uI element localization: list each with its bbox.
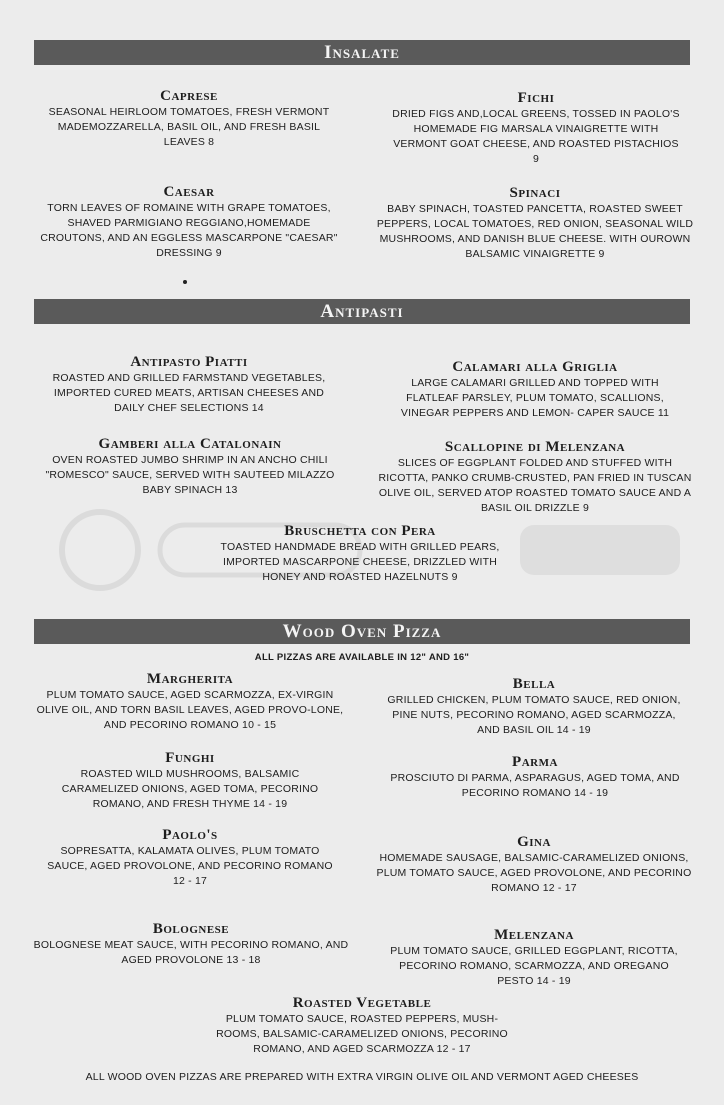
item-name: Parma	[512, 754, 558, 770]
item-description: PLUM TOMATO SAUCE, AGED SCARMOZZA, EX-VIRGIN OLIVE OIL, AND TORN BASIL LEAVES, AGED PROVO-LONE, AND PECORINO ROMANO 10 - 15	[36, 689, 344, 731]
item-name: Caprese	[160, 88, 218, 104]
item-name: Bolognese	[152, 921, 230, 937]
item-description: PLUM TOMATO SAUCE, ROASTED PEPPERS, MUSH-ROOMS, BALSAMIC-CARAMELIZED ONIONS, PECORINO ROMANO, AND AGED SCARMOZZA 12 - 17	[216, 1013, 508, 1055]
item-description: OVEN ROASTED JUMBO SHRIMP IN AN ANCHO CHILI "ROMESCO" SAUCE, SERVED WITH SAUTEED MILAZZO BABY SPINACH 13	[45, 454, 335, 496]
item-name: Margherita	[146, 671, 234, 687]
item-name: Roasted Vegetable	[292, 995, 432, 1011]
item-description: PLUM TOMATO SAUCE, GRILLED EGGPLANT, RICOTTA, PECORINO ROMANO, SCARMOZZA, AND OREGANO PESTO 14 - 19	[390, 945, 678, 987]
item-name: Funghi	[165, 750, 215, 766]
section-header-antipasti: Antipasti	[34, 299, 690, 324]
item-name: Gina	[517, 834, 551, 850]
item-name: Antipasto Piatti	[130, 354, 248, 370]
item-description: ROASTED AND GRILLED FARMSTAND VEGETABLES, IMPORTED CURED MEATS, ARTISAN CHEESES AND DAILY CHEF SELECTIONS 14	[52, 372, 326, 414]
menu-item-caprese	[34, 88, 344, 150]
menu-item-scallopine	[376, 439, 694, 516]
item-name: Bella	[512, 676, 556, 692]
item-description: HOMEMADE SAUSAGE, BALSAMIC-CARAMELIZED ONIONS, PLUM TOMATO SAUCE, AGED PROVOLONE, AND PECORINO ROMANO 12 - 17	[376, 852, 692, 894]
menu-item-bolognese	[30, 921, 352, 968]
menu-item-calamari	[376, 359, 694, 421]
section-header-insalate: Insalate	[34, 40, 690, 65]
item-description: GRILLED CHICKEN, PLUM TOMATO SAUCE, RED ONION, PINE NUTS, PECORINO ROMANO, AGED SCARMOZZA, AND BASIL OIL 14 - 19	[387, 694, 681, 736]
bullet-dot	[183, 280, 187, 284]
item-name: Bruschetta con Pera	[284, 523, 436, 539]
menu-item-parma	[380, 754, 690, 801]
menu-item-melenzana	[374, 927, 694, 989]
menu-item-funghi	[40, 750, 340, 812]
item-name: Gamberi alla Catalonain	[98, 436, 282, 452]
item-name: Spinaci	[509, 185, 561, 201]
menu-item-margherita	[30, 671, 350, 733]
menu-item-antipasto-piatti	[36, 354, 342, 416]
pizza-footer-note: ALL WOOD OVEN PIZZAS ARE PREPARED WITH EXTRA VIRGIN OLIVE OIL AND VERMONT AGED CHEESES	[85, 1071, 639, 1083]
item-name: Calamari alla Griglia	[452, 359, 618, 375]
menu-item-bella	[384, 676, 684, 738]
menu-item-paolos	[40, 827, 340, 889]
item-name: Paolo's	[162, 827, 218, 843]
menu-item-roasted-vegetable	[206, 995, 518, 1057]
item-description: BOLOGNESE MEAT SAUCE, WITH PECORINO ROMANO, AND AGED PROVOLONE 13 - 18	[33, 939, 349, 966]
item-name: Melenzana	[494, 927, 574, 943]
item-description: LARGE CALAMARI GRILLED AND TOPPED WITH FLATLEAF PARSLEY, PLUM TOMATO, SCALLIONS, VINEGAR PEPPERS AND LEMON- CAPER SAUCE 11	[400, 377, 670, 419]
item-description: TOASTED HANDMADE BREAD WITH GRILLED PEARS, IMPORTED MASCARPONE CHEESE, DRIZZLED WITH HONEY AND ROASTED HAZELNUTS 9	[220, 541, 500, 583]
item-description: BABY SPINACH, TOASTED PANCETTA, ROASTED SWEET PEPPERS, LOCAL TOMATOES, RED ONION, SEASONAL WILD MUSHROOMS, AND DANISH BLUE CHEESE. WITH OUROWN BALSAMIC VINAIGRETTE 9	[376, 203, 694, 260]
menu-item-caesar	[30, 184, 348, 261]
section-header-pizza: Wood Oven Pizza	[34, 619, 690, 644]
item-description: ROASTED WILD MUSHROOMS, BALSAMIC CARAMELIZED ONIONS, AGED TOMA, PECORINO ROMANO, AND FRESH THYME 14 - 19	[61, 768, 319, 810]
item-name: Caesar	[163, 184, 215, 200]
item-name: Scallopine di Melenzana	[444, 439, 626, 455]
menu-item-fichi	[378, 90, 694, 167]
menu-item-gamberi	[30, 436, 350, 498]
pizza-size-note: ALL PIZZAS ARE AVAILABLE IN 12" AND 16"	[254, 652, 470, 663]
menu-item-spinaci	[376, 185, 694, 262]
item-description: PROSCIUTO DI PARMA, ASPARAGUS, AGED TOMA, AND PECORINO ROMANO 14 - 19	[390, 772, 680, 799]
item-description: SOPRESATTA, KALAMATA OLIVES, PLUM TOMATO SAUCE, AGED PROVOLONE, AND PECORINO ROMANO 12 - 17	[47, 845, 333, 887]
item-name: Fichi	[517, 90, 555, 106]
item-description: SLICES OF EGGPLANT FOLDED AND STUFFED WITH RICOTTA, PANKO CRUMB-CRUSTED, PAN FRIED IN TUSCAN OLIVE OIL, SERVED ATOP ROASTED TOMATO SAUCE AND A BASIL OIL DRIZZLE 9	[378, 457, 692, 514]
menu-item-bruschetta	[200, 523, 520, 585]
item-description: DRIED FIGS AND,LOCAL GREENS, TOSSED IN PAOLO'S HOMEMADE FIG MARSALA VINAIGRETTE WITH VERMONT GOAT CHEESE, AND ROASTED PISTACHIOS 9	[392, 108, 680, 165]
menu-item-gina	[374, 834, 694, 896]
item-description: TORN LEAVES OF ROMAINE WITH GRAPE TOMATOES, SHAVED PARMIGIANO REGGIANO,HOMEMADE CROUTONS, AND AN EGGLESS MASCARPONE "CAESAR" DRESSING 9	[40, 202, 338, 259]
item-description: SEASONAL HEIRLOOM TOMATOES, FRESH VERMONT MADEMOZZARELLA, BASIL OIL, AND FRESH BASIL LEAVES 8	[48, 106, 330, 148]
